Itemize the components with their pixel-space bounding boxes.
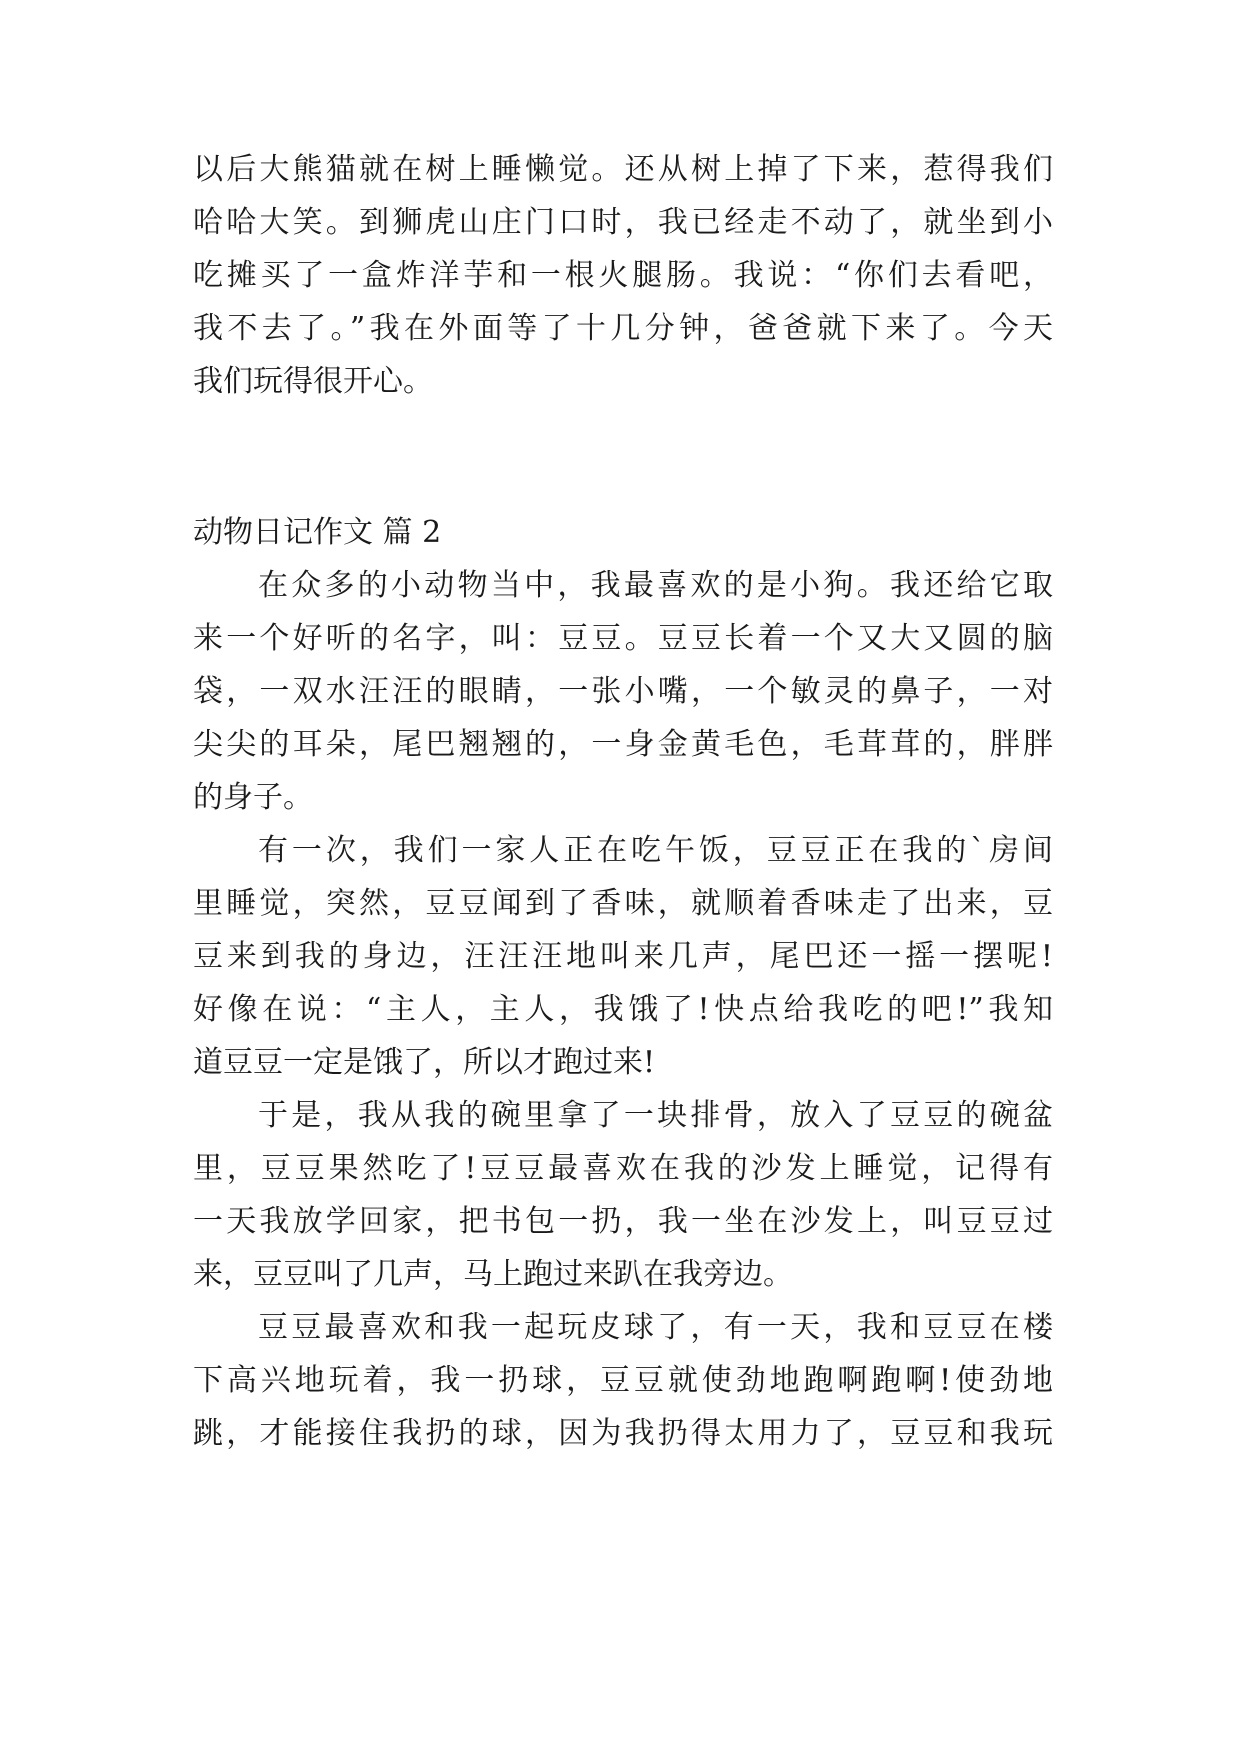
text-line: 好像在说：“主人，主人，我饿了!快点给我吃的吧!”我知 — [193, 992, 1053, 1027]
text-line: 哈哈大笑。到狮虎山庄门口时，我已经走不动了，就坐到小 — [193, 205, 1053, 240]
text-line: 吃摊买了一盒炸洋芋和一根火腿肠。我说：“你们去看吧， — [193, 258, 1053, 293]
paragraph-first-line: 在众多的小动物当中，我最喜欢的是小狗。我还给它取 — [258, 568, 1053, 603]
text-line: 道豆豆一定是饿了，所以才跑过来! — [193, 1045, 656, 1080]
text-line: 里，豆豆果然吃了!豆豆最喜欢在我的沙发上睡觉，记得有 — [193, 1151, 1053, 1186]
text-line: 我不去了。”我在外面等了十几分钟，爸爸就下来了。今天 — [193, 311, 1053, 346]
paragraph-first-line: 于是，我从我的碗里拿了一块排骨，放入了豆豆的碗盆 — [258, 1098, 1053, 1133]
text-line: 来，豆豆叫了几声，马上跑过来趴在我旁边。 — [193, 1257, 793, 1292]
text-line: 我们玩得很开心。 — [193, 364, 433, 399]
section-heading: 动物日记作文 篇 2 — [193, 515, 442, 550]
text-line: 里睡觉，突然，豆豆闻到了香味，就顺着香味走了出来，豆 — [193, 886, 1053, 921]
text-line: 尖尖的耳朵，尾巴翘翘的，一身金黄毛色，毛茸茸的，胖胖 — [193, 727, 1053, 762]
text-line: 下高兴地玩着，我一扔球，豆豆就使劲地跑啊跑啊!使劲地 — [193, 1363, 1053, 1398]
text-line: 的身子。 — [193, 780, 313, 815]
text-line: 豆来到我的身边，汪汪汪地叫来几声，尾巴还一摇一摆呢! — [193, 939, 1053, 974]
paragraph-first-line: 有一次，我们一家人正在吃午饭，豆豆正在我的`房间 — [258, 833, 1053, 868]
paragraph-first-line: 豆豆最喜欢和我一起玩皮球了，有一天，我和豆豆在楼 — [258, 1310, 1053, 1345]
text-line: 一天我放学回家，把书包一扔，我一坐在沙发上，叫豆豆过 — [193, 1204, 1053, 1239]
text-line: 来一个好听的名字，叫：豆豆。豆豆长着一个又大又圆的脑 — [193, 621, 1053, 656]
text-line: 以后大熊猫就在树上睡懒觉。还从树上掉了下来，惹得我们 — [193, 152, 1053, 187]
text-line: 袋，一双水汪汪的眼睛，一张小嘴，一个敏灵的鼻子，一对 — [193, 674, 1053, 709]
text-line: 跳，才能接住我扔的球，因为我扔得太用力了，豆豆和我玩 — [193, 1416, 1053, 1451]
